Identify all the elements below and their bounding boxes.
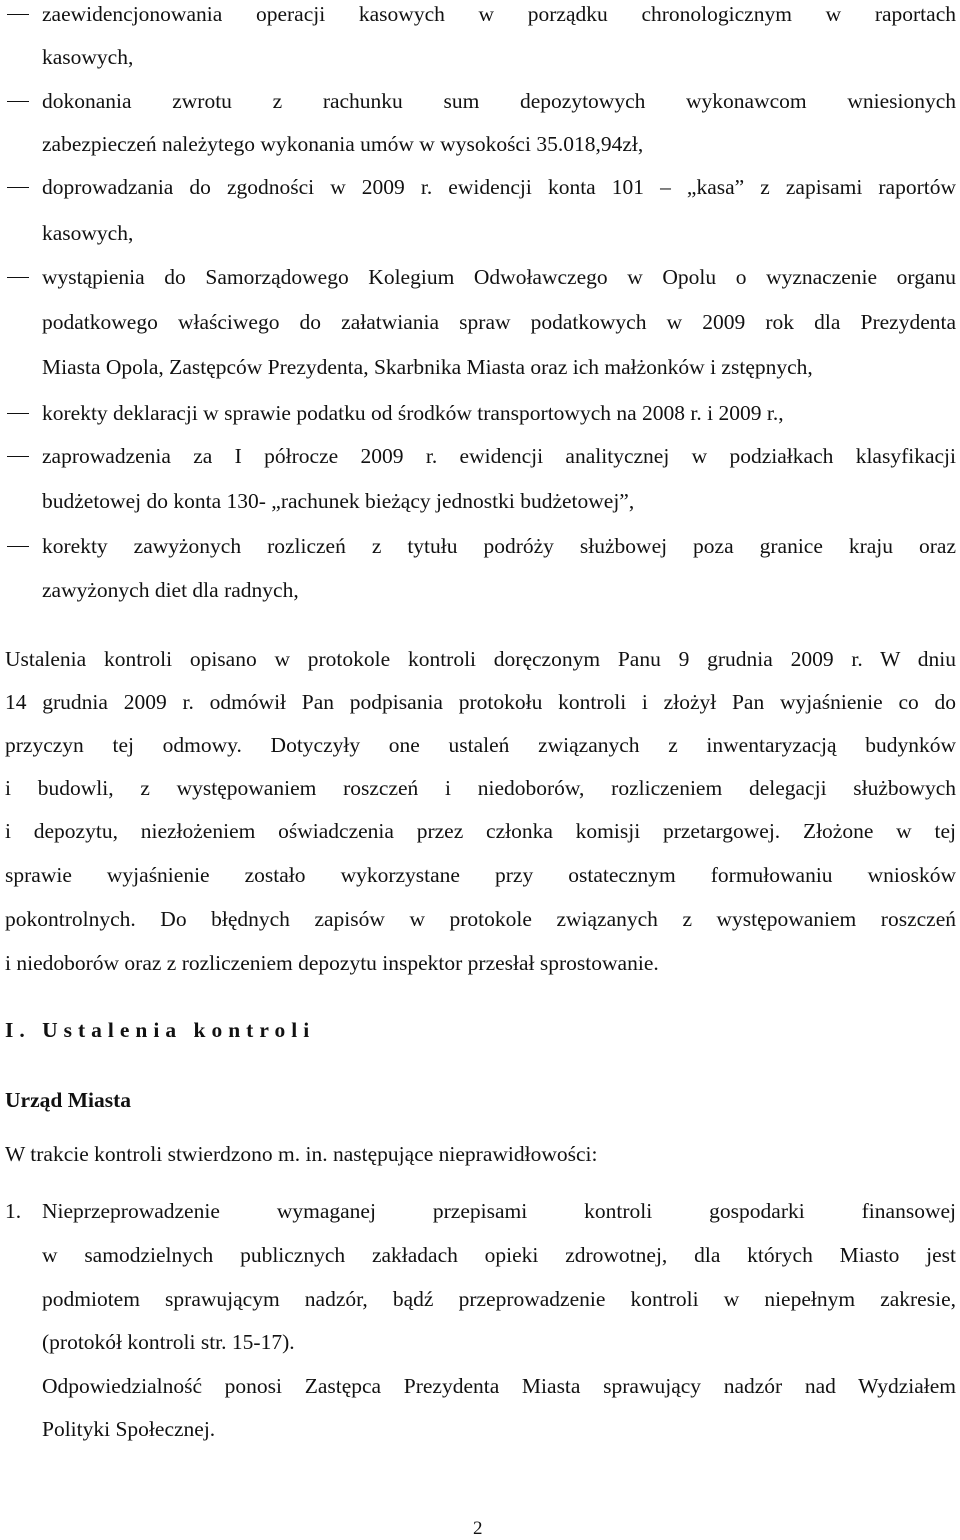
dash-7 <box>7 546 29 547</box>
section-title: I. Ustalenia kontroli <box>5 1018 316 1042</box>
bullet-7-line-1: korekty zawyżonych rozliczeń z tytułu podróży służbowej poza granice kraju oraz <box>42 534 956 558</box>
item-1-line-5: Odpowiedzialność ponosi Zastępca Prezydenta Miasta sprawujący nadzór nad Wydziałem <box>42 1374 956 1398</box>
bullet-3-line-1: doprowadzania do zgodności w 2009 r. ewidencji konta 101 – „kasa” z zapisami raportów <box>42 175 956 199</box>
bullet-2-line-2: zabezpieczeń należytego wykonania umów w wysokości 35.018,94zł, <box>42 132 644 156</box>
bullet-1-line-1: zaewidencjonowania operacji kasowych w porządku chronologicznym w raportach <box>42 2 956 26</box>
subheading: Urząd Miasta <box>5 1088 131 1112</box>
bullet-4-line-1: wystąpienia do Samorządowego Kolegium Odwoławczego w Opolu o wyznaczenie organu <box>42 265 956 289</box>
paragraph-line-8: i niedoborów oraz z rozliczeniem depozytu inspektor przesłał sprostowanie. <box>5 951 659 975</box>
paragraph-line-3: przyczyn tej odmowy. Dotyczyły one ustaleń związanych z inwentaryzacją budynków <box>5 733 956 757</box>
dash-4 <box>7 277 29 278</box>
bullet-7-line-2: zawyżonych diet dla radnych, <box>42 578 299 602</box>
paragraph-line-5: i depozytu, niezłożeniem oświadczenia przez członka komisji przetargowej. Złożone w tej <box>5 819 956 843</box>
intro-text: W trakcie kontroli stwierdzono m. in. następujące nieprawidłowości: <box>5 1142 598 1166</box>
item-1-line-2: w samodzielnych publicznych zakładach opieki zdrowotnej, dla których Miasto jest <box>42 1243 956 1267</box>
bullet-4-line-3: Miasta Opola, Zastępców Prezydenta, Skarbnika Miasta oraz ich małżonków i zstępnych, <box>42 355 813 379</box>
paragraph-line-6: sprawie wyjaśnienie zostało wykorzystane przy ostatecznym formułowaniu wniosków <box>5 863 956 887</box>
dash-2 <box>7 101 29 102</box>
dash-1 <box>7 14 29 15</box>
item-1-line-6: Polityki Społecznej. <box>42 1417 216 1441</box>
paragraph-line-4: i budowli, z występowaniem roszczeń i niedoborów, rozliczeniem delegacji służbowych <box>5 776 956 800</box>
dash-5 <box>7 413 29 414</box>
item-1-line-1: Nieprzeprowadzenie wymaganej przepisami kontroli gospodarki finansowej <box>42 1199 956 1223</box>
paragraph-line-2: 14 grudnia 2009 r. odmówił Pan podpisania protokołu kontroli i złożył Pan wyjaśnienie co do <box>5 690 956 714</box>
dash-3 <box>7 187 29 188</box>
page-number: 2 <box>473 1518 483 1539</box>
bullet-6-line-2: budżetowej do konta 130- „rachunek bieżący jednostki budżetowej”, <box>42 489 635 513</box>
paragraph-line-7: pokontrolnych. Do błędnych zapisów w protokole związanych z występowaniem roszczeń <box>5 907 956 931</box>
bullet-2-line-1: dokonania zwrotu z rachunku sum depozytowych wykonawcom wniesionych <box>42 89 956 113</box>
dash-6 <box>7 456 29 457</box>
bullet-3-line-2: kasowych, <box>42 221 134 245</box>
bullet-5-line-1: korekty deklaracji w sprawie podatku od środków transportowych na 2008 r. i 2009 r., <box>42 401 784 425</box>
item-1-line-3: podmiotem sprawującym nadzór, bądź przeprowadzenie kontroli w niepełnym zakresie, <box>42 1287 956 1311</box>
bullet-4-line-2: podatkowego właściwego do załatwiania spraw podatkowych w 2009 rok dla Prezydenta <box>42 310 956 334</box>
item-1-line-4: (protokół kontroli str. 15-17). <box>42 1330 295 1354</box>
paragraph-line-1: Ustalenia kontroli opisano w protokole kontroli doręczonym Panu 9 grudnia 2009 r. W dniu <box>5 647 956 671</box>
bullet-6-line-1: zaprowadzenia za I półrocze 2009 r. ewidencji analitycznej w podziałkach klasyfikacji <box>42 444 956 468</box>
item-1-number: 1. <box>5 1199 22 1223</box>
bullet-1-line-2: kasowych, <box>42 45 134 69</box>
